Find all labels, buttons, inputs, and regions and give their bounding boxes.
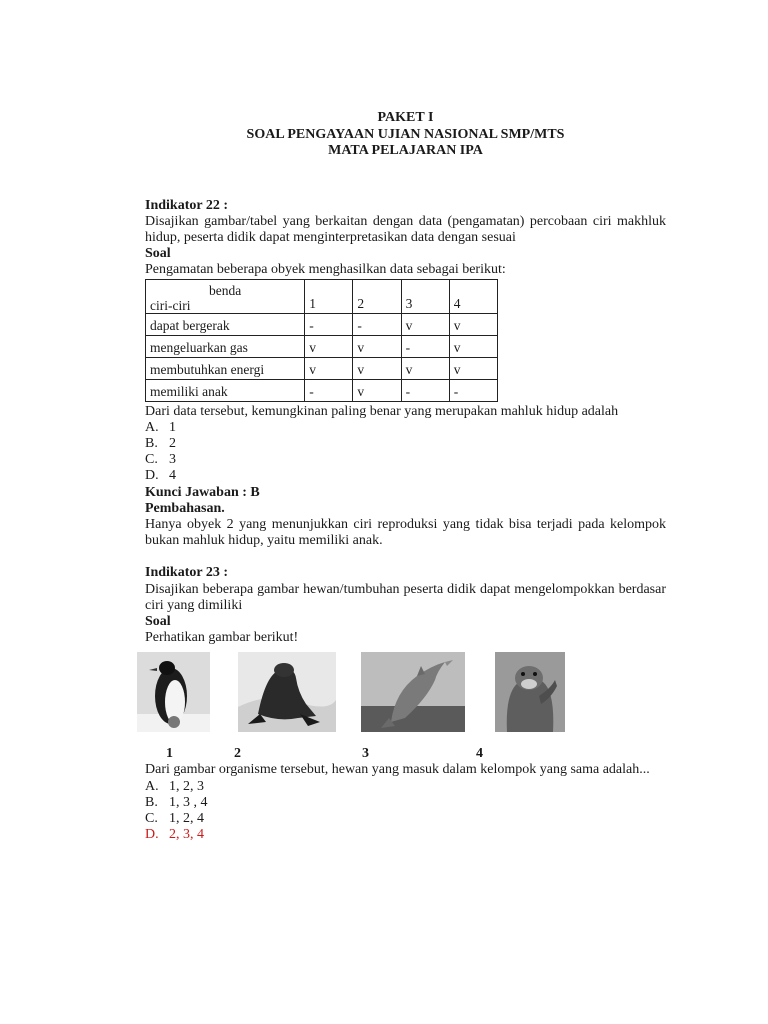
option-a: A. 1	[145, 419, 176, 435]
table-cell: v	[449, 335, 497, 357]
table-row	[146, 379, 498, 401]
header-ciri-ciri: ciri-ciri	[150, 297, 191, 313]
q22-soal-label: Soal	[145, 246, 171, 262]
table-row	[146, 357, 498, 379]
table-cell: -	[305, 379, 353, 401]
option-b: B. 1, 3 , 4	[145, 794, 208, 810]
image-numbers	[145, 744, 666, 762]
option-d-correct: D. 2, 3, 4	[145, 827, 204, 843]
animal-images	[145, 652, 666, 744]
header-line2: SOAL PENGAYAAN UJIAN NASIONAL SMP/MTS	[246, 126, 565, 142]
q23-question: Dari gambar organisme tersebut, hewan yang masuk dalam kelompok yang sama adalah...	[145, 762, 650, 778]
table-header-corner	[146, 279, 305, 313]
column-header: 3	[401, 279, 449, 313]
table-cell: v	[353, 379, 401, 401]
header-line3: MATA PELAJARAN IPA	[328, 143, 483, 158]
row-label: membutuhkan energi	[146, 357, 305, 379]
table-cell: v	[305, 335, 353, 357]
row-label: memiliki anak	[146, 379, 305, 401]
table-cell: v	[401, 313, 449, 335]
image-number: 3	[362, 746, 369, 762]
column-header: 1	[305, 279, 353, 313]
row-label: mengeluarkan gas	[146, 335, 305, 357]
table-cell: v	[449, 313, 497, 335]
option-a: A. 1, 2, 3	[145, 778, 204, 794]
q22-discussion-text: Hanya obyek 2 yang menunjukkan ciri reproduksi yang tidak bisa terjadi pada kelompok bukan mahluk hidup, yaitu memiliki anak.	[145, 516, 666, 549]
q23-options	[145, 779, 666, 844]
q23-indikator-label: Indikator 23 :	[145, 565, 228, 581]
option-c: C. 3	[145, 452, 176, 468]
image-number: 2	[234, 746, 241, 762]
table-cell: -	[401, 379, 449, 401]
table-cell: v	[353, 335, 401, 357]
table-cell: -	[305, 313, 353, 335]
option-d: D. 4	[145, 468, 176, 484]
table-row	[146, 313, 498, 335]
column-header: 2	[353, 279, 401, 313]
q22-intro: Pengamatan beberapa obyek menghasilkan data sebagai berikut:	[145, 262, 506, 278]
table-cell: v	[305, 357, 353, 379]
table-cell: v	[353, 357, 401, 379]
table-cell: -	[353, 313, 401, 335]
q22-indikator-text: Disajikan gambar/tabel yang berkaitan dengan data (pengamatan) percobaan ciri makhluk hidup, peserta didik dapat menginterpretasikan data dengan sesuai	[145, 213, 666, 245]
table-cell: -	[401, 335, 449, 357]
q22-question: Dari data tersebut, kemungkinan paling benar yang merupakan mahluk hidup adalah	[145, 403, 619, 419]
table-header-row	[146, 279, 498, 313]
table-row	[146, 335, 498, 357]
table-cell: v	[401, 357, 449, 379]
table-cell: v	[449, 357, 497, 379]
q22-options	[145, 420, 666, 485]
q23-indikator-text: Disajikan beberapa gambar hewan/tumbuhan peserta didik dapat mengelompokkan berdasar ciri yang dimiliki	[145, 581, 666, 613]
q22-discussion-label: Pembahasan.	[145, 500, 225, 516]
row-label: dapat bergerak	[146, 313, 305, 335]
table-cell: -	[449, 379, 497, 401]
sea-lion-image	[238, 652, 336, 732]
otter-image	[495, 652, 565, 732]
image-number: 4	[476, 746, 483, 762]
column-header: 4	[449, 279, 497, 313]
q22-indikator-label: Indikator 22 :	[145, 197, 228, 213]
q23-soal-label: Soal	[145, 613, 171, 629]
document-page	[145, 110, 666, 843]
penguin-image	[137, 652, 210, 732]
header-line1: PAKET I	[377, 110, 434, 125]
q22-answer-key: Kunci Jawaban : B	[145, 484, 260, 500]
option-b: B. 2	[145, 435, 176, 451]
image-number: 1	[166, 746, 173, 762]
q23-intro: Perhatikan gambar berikut!	[145, 630, 299, 646]
dolphin-image	[361, 652, 465, 732]
option-c: C. 1, 2, 4	[145, 810, 204, 826]
observation-table	[145, 279, 498, 402]
header-benda: benda	[209, 282, 242, 298]
